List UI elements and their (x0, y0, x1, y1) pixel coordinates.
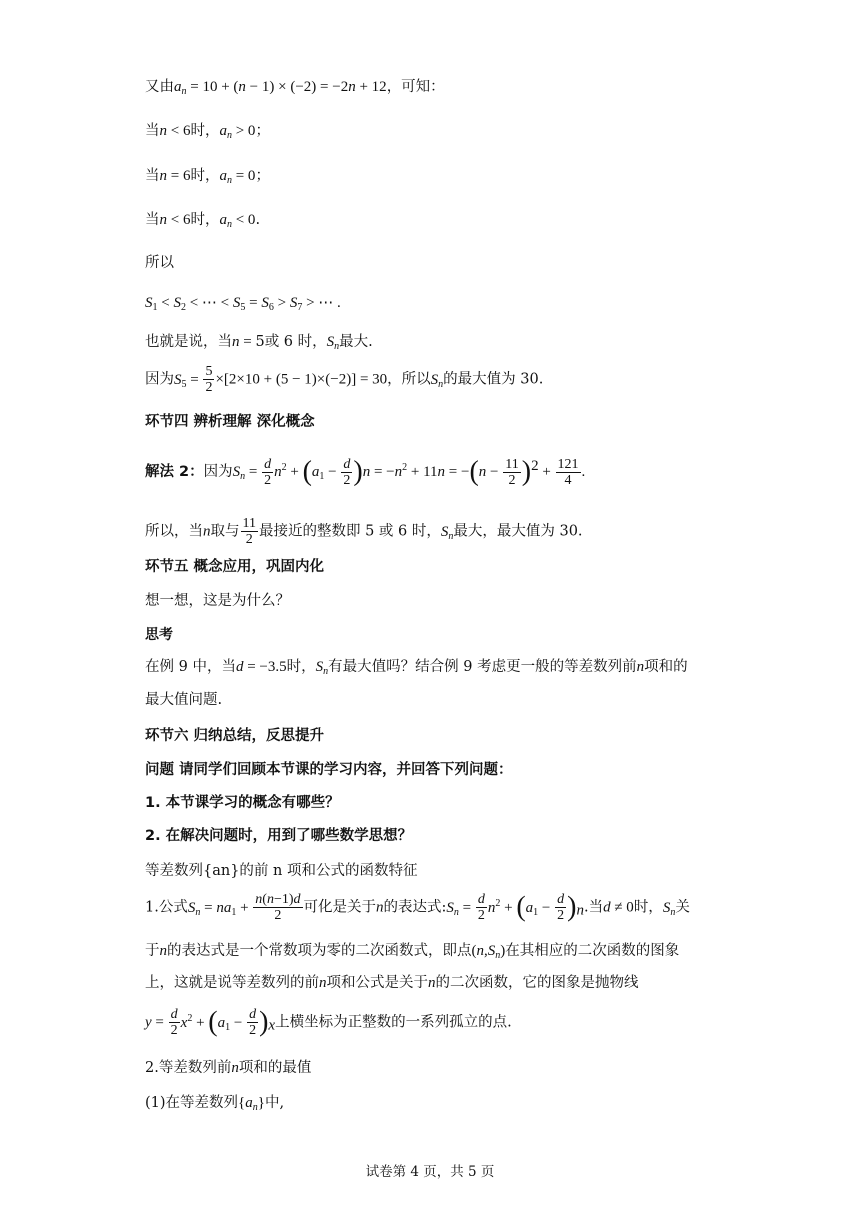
line-formula-3: 上，这就是说等差数列的前n项和公式是关于n的二次函数，它的图象是抛物线 (145, 975, 639, 991)
line-function-feature-title: 等差数列{an}的前 n 项和公式的函数特征 (145, 863, 418, 879)
section-heading-6: 环节六 归纳总结，反思提升 (145, 728, 325, 744)
line-think-why: 想一想，这是为什么？ (145, 593, 290, 609)
question-1: 1. 本节课学习的概念有哪些？ (145, 795, 340, 811)
line-formula-1: 1.公式$S_n = na_1$ + $\frac{n(n-1)d}{2}$ 可化是关于n的表达式$:S_n$ = $\frac{d}{2}$ $n^2 + (a_1$ − $\frac{d}{2}$ )$_n$.当d ≠ 0时，$S_n$关 (145, 891, 690, 923)
line-formula-2: 于n的表达式是一个常数项为零的二次函数式，即点$(n,S_n)$在其相应的二次函数的图象 (145, 943, 680, 961)
line-case-3: 当n < 6时，$a_n < 0$. (145, 212, 261, 230)
fraction-5-over-2: $\frac{5}{2}$ (205, 364, 213, 395)
line-extreme-title: 2.等差数列前n项和的最值 (145, 1060, 312, 1076)
line-case-2: 当n = 6时，$a_n = 0$； (145, 168, 270, 186)
line-therefore: 所以 (145, 255, 174, 271)
line-example-9: 在例 9 中，当d = −3.5时，$S_n$有最大值吗？结合例 9 考虑更一般的等差数列前n项和的 (145, 659, 688, 677)
line-case-1: 当n < 6时，$a_n > 0$； (145, 123, 270, 141)
line-arith-seq: (1)在等差数列$\{a_n\}$中, (145, 1095, 285, 1113)
question-title: 问题 请同学们回顾本节课的学习内容，并回答下列问题： (145, 762, 513, 778)
line-solution-2: 解法 2：因为$S_n$ = $\frac{d}{2}$ $n^2 + (a_1$ − $\frac{d}{2}$ )$n = -n^2 + 11n = -(n$ − $\frac{11}{2}$ )$^2$ + $\frac{121}{4}$ . (145, 456, 586, 488)
line-s5-value: 因为$S_5$ = $\frac{5}{2}$ ×[2×10 + (5 − 1)×(−2)] = 30，所以$S_n$的最大值为 30. (145, 364, 544, 395)
section-heading-5: 环节五 概念应用，巩固内化 (145, 559, 325, 575)
line-an-formula: 又由$a_n = 10 + (n - 1) \times (-2) = -2n + 12$，可知： (145, 79, 445, 97)
line-parabola: y = $\frac{d}{2}$ $x^2 + (a_1$ − $\frac{d}{2}$ )$_x$上横坐标为正整数的一系列孤立的点. (145, 1006, 512, 1038)
think-label: 思考 (145, 627, 173, 643)
line-closest-integer: 所以，当n取与 $\frac{11}{2}$ 最接近的整数即 5 或 6 时，$S_n$最大，最大值为 30. (145, 516, 583, 547)
line-sum-chain: $S_1 < S_2$ < ⋯ < $S_5 = S_6 > S_7$ > ⋯ . (145, 295, 341, 313)
line-max-conclusion: 也就是说，当n = 5或 6 时，$S_n$最大. (145, 334, 373, 352)
page-footer: 试卷第 4 页，共 5 页 (365, 1164, 495, 1180)
section-heading-4: 环节四 辨析理解 深化概念 (145, 414, 315, 430)
question-2: 2. 在解决问题时，用到了哪些数学思想？ (145, 828, 413, 844)
line-max-problem: 最大值问题. (145, 692, 223, 708)
